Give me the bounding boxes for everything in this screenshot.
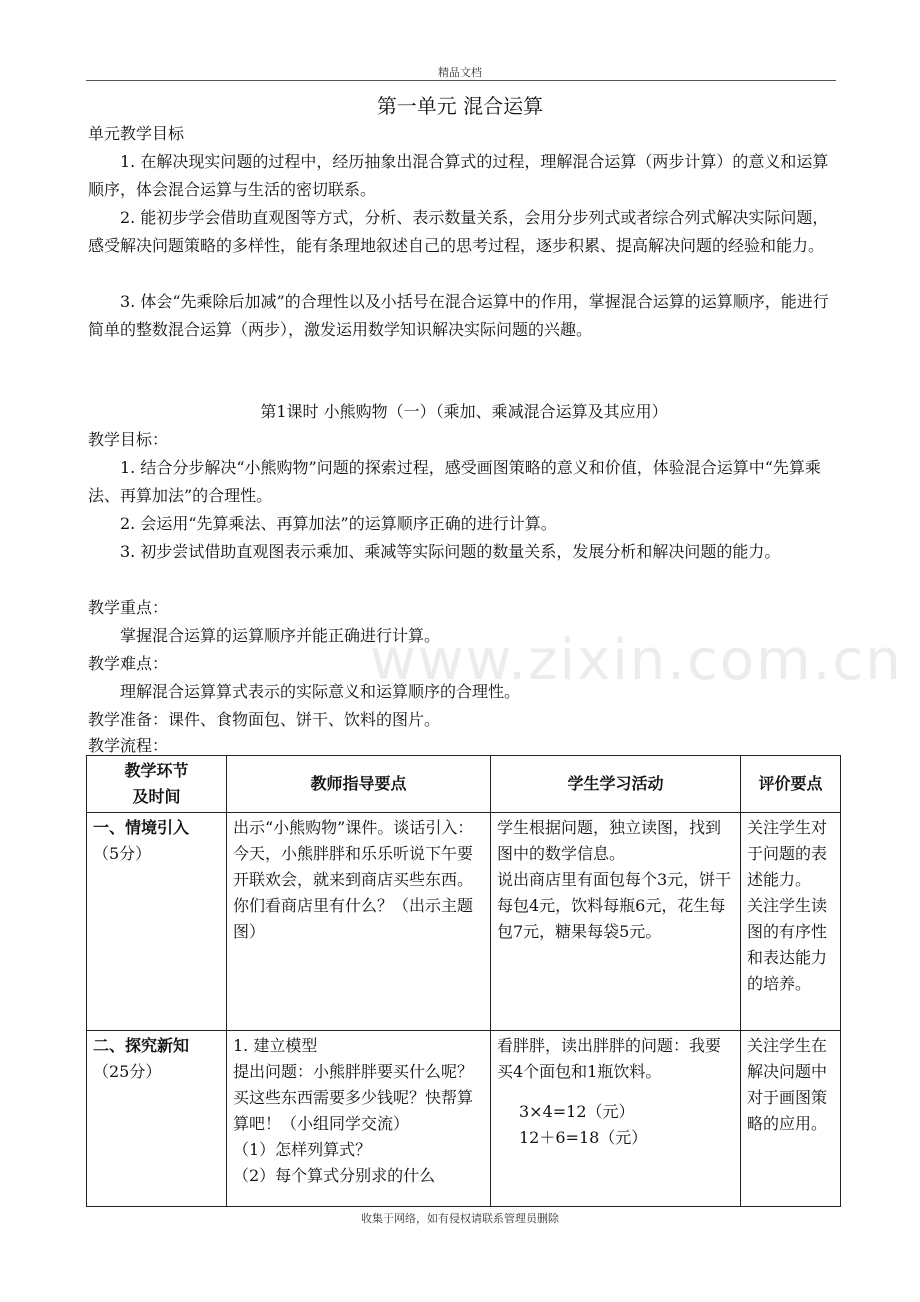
unit-goals-heading: 单元教学目标 <box>88 124 185 143</box>
row2-stage-label: 二、探究新知 <box>93 1036 190 1055</box>
watermark: www.zixin.com.cn <box>370 628 903 693</box>
row1-student <box>491 813 741 1031</box>
row2-calc-1: 3×4=12（元） <box>519 1102 635 1121</box>
key-point-heading: 教学重点： <box>88 598 169 617</box>
row1-eval-text2: 关注学生读图的有序性和表达能力的培养。 <box>747 896 828 993</box>
lesson-title: 第1课时 小熊购物（一）（乘加、乘减混合运算及其应用） <box>260 402 668 421</box>
table-row <box>87 813 841 1031</box>
unit-goal-3: 3. 体会“先乘除后加减”的合理性以及小括号在混合运算中的作用，掌握混合运算的运算顺序，能进行简单的整数混合运算（两步），激发运用数学知识解决实际问题的兴趣。 <box>88 292 829 339</box>
row2-calc-2: 12＋6=18（元） <box>519 1128 648 1147</box>
row1-eval <box>741 813 841 1031</box>
flow-heading: 教学流程： <box>88 736 169 755</box>
key-point: 掌握混合运算的运算顺序并能正确进行计算。 <box>120 626 441 645</box>
row1-time: （5分） <box>93 844 152 863</box>
lesson-flow-table <box>86 755 841 1207</box>
header-student: 学生学习活动 <box>491 756 741 813</box>
unit-goal-1: 1. 在解决现实问题的过程中，经历抽象出混合算式的过程，理解混合运算（两步计算）的意义和运算顺序，体会混合运算与生活的密切联系。 <box>88 152 829 199</box>
row2-teacher-text1: 1. 建立模型 <box>233 1036 318 1055</box>
row1-stage <box>87 813 227 1031</box>
unit-goal-2: 2. 能初步学会借助直观图等方式，分析、表示数量关系，会用分步列式或者综合列式解决实际问题，感受解决问题策略的多样性，能有条理地叙述自己的思考过程，逐步积累、提高解决问题的经验和能力。 <box>88 208 829 255</box>
row2-teacher-text3: （1）怎样列算式？ <box>233 1140 372 1159</box>
row2-eval: 关注学生在解决问题中对于画图策略的应用。 <box>741 1031 841 1207</box>
header-stage-line2: 及时间 <box>132 787 181 806</box>
lesson-goal-2: 2. 会运用“先算乘法、再算加法”的运算顺序正确的进行计算。 <box>120 514 557 533</box>
row1-teacher: 出示“小熊购物”课件。谈话引入：今天，小熊胖胖和乐乐听说下午要开联欢会，就来到商店买些东西。你们看商店里有什么？（出示主题图） <box>227 813 491 1031</box>
difficulty: 理解混合运算算式表示的实际意义和运算顺序的合理性。 <box>120 682 521 701</box>
row2-teacher-text4: （2）每个算式分别求的什么 <box>233 1166 436 1185</box>
row2-teacher <box>227 1031 491 1207</box>
row1-student-text1: 学生根据问题，独立读图，找到图中的数学信息。 <box>497 818 722 863</box>
row2-stage <box>87 1031 227 1207</box>
page-header: 精品文档 <box>438 66 482 79</box>
row2-student <box>491 1031 741 1207</box>
row2-time: （25分） <box>93 1062 162 1081</box>
header-stage <box>87 756 227 813</box>
lesson-goal-1: 1. 结合分步解决“小熊购物”问题的探索过程，感受画图策略的意义和价值，体验混合运算中“先算乘法、再算加法”的合理性。 <box>88 458 821 505</box>
table-row <box>87 1031 841 1207</box>
goals-heading: 教学目标： <box>88 430 169 449</box>
difficulty-heading: 教学难点： <box>88 654 169 673</box>
header-eval: 评价要点 <box>741 756 841 813</box>
row1-stage-label: 一、情境引入 <box>93 818 190 837</box>
row1-eval-text1: 关注学生对于问题的表述能力。 <box>747 818 828 889</box>
preparation: 教学准备：课件、食物面包、饼干、饮料的图片。 <box>88 710 441 729</box>
row2-teacher-text2: 提出问题：小熊胖胖要买什么呢？买这些东西需要多少钱呢？快帮算算吧！（小组同学交流） <box>233 1062 474 1133</box>
header-teacher: 教师指导要点 <box>227 756 491 813</box>
table-header-row <box>87 756 841 813</box>
row1-student-text2: 说出商店里有面包每个3元，饼干每包4元，饮料每瓶6元，花生每包7元，糖果每袋5元。 <box>497 870 732 941</box>
row2-student-text1: 看胖胖，读出胖胖的问题：我要买4个面包和1瓶饮料。 <box>497 1036 722 1081</box>
header-divider <box>86 80 836 81</box>
lesson-goal-3: 3. 初步尝试借助直观图表示乘加、乘减等实际问题的数量关系，发展分析和解决问题的能力。 <box>120 542 781 561</box>
page-title: 第一单元 混合运算 <box>376 94 544 118</box>
header-stage-line1: 教学环节 <box>124 761 189 780</box>
page-footer: 收集于网络，如有侵权请联系管理员删除 <box>361 1212 559 1225</box>
